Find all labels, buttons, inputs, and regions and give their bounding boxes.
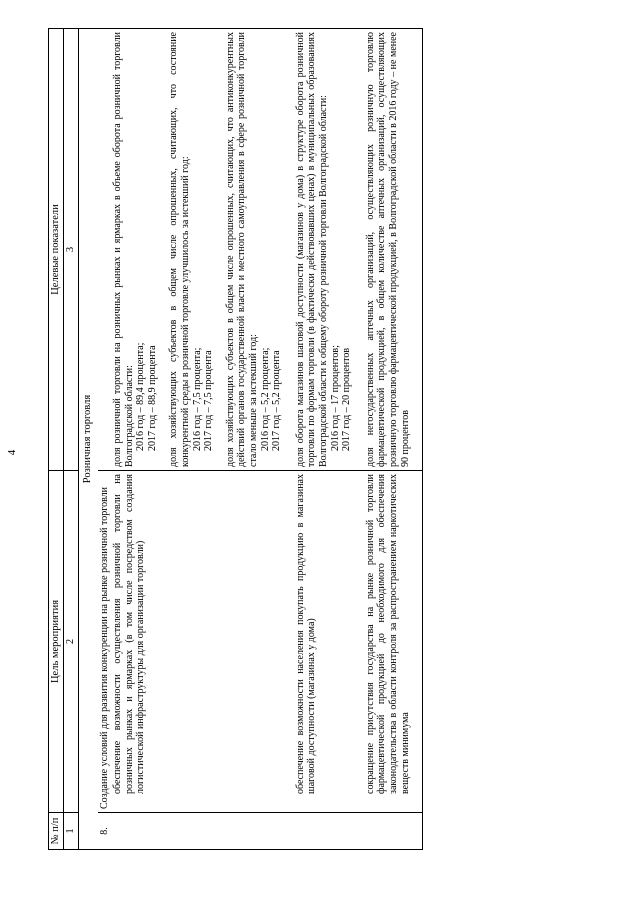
row-number: 8. <box>98 813 112 850</box>
row-number-empty <box>111 813 294 850</box>
indicator-value: 2017 год – 5,2 процента <box>271 350 283 451</box>
header-goal: Цель мероприятия <box>49 471 64 813</box>
indicator-value: 2016 год – 5,2 процента; <box>259 347 271 451</box>
indicator-value: 2017 год – 7,5 процента <box>203 350 215 451</box>
indicator-text: доля негосударственных аптечных организаций, осуществляющих розничную торговлю фармацевтической продукцией, в общем количестве аптечных организаций, осуществляющих розничную торговлю фармацевтической продукцией, в Волгоградской области в 2016 году – не менее 90 процентов <box>364 32 411 467</box>
column-number-2: 2 <box>64 471 79 813</box>
table-header-row <box>49 29 64 850</box>
item-goal: обеспечение возможности населения покупать продукцию в магазинах шаговой доступности (магазинах у дома) <box>294 471 364 813</box>
section-title: Розничная торговля <box>79 29 98 850</box>
item-indicators <box>364 29 423 471</box>
row-goal: Создание условий для развития конкуренции на рынке розничной торговли <box>98 471 112 813</box>
indicator-text: доля оборота магазинов шаговой доступности (магазинов у дома) в структуре оборота розничной торговли по формам торговли (в фактически действовавших ценах) в муниципальных образованиях Волгоградской области к общему обороту розничной торговли Волгоградской области: <box>294 32 330 467</box>
item-goal: обеспечение возможности осуществления розничной торговли на розничных рынках и ярмарках (в том числе посредством создания логистической инфраструктуры для организации торговли) <box>111 471 294 813</box>
header-number: № п/п <box>49 813 64 850</box>
item-goal: сокращение присутствия государства на рынке розничной торговли фармацевтической продукцией до необходимого для обеспечения законодательства в области контроля за распространением наркотических веществ минимума <box>364 471 423 813</box>
indicators-table <box>48 28 423 850</box>
indicator-value: 2017 год – 88,9 процента <box>146 345 158 451</box>
row-number-empty <box>294 813 364 850</box>
column-number-1: 1 <box>64 813 79 850</box>
table-row <box>98 29 112 850</box>
table-row <box>111 29 294 850</box>
indicator-value: 2016 год – 89,4 процента; <box>135 342 147 451</box>
table-column-numbers-row <box>64 29 79 850</box>
row-number-empty <box>364 813 423 850</box>
page-number: 4 <box>6 449 18 456</box>
item-indicators <box>294 29 364 471</box>
indicator-value: 2017 год – 20 процентов <box>341 347 353 451</box>
indicator-text: доля хозяйствующих субъектов в общем числе опрошенных, считающих, что антиконкурентных действий органов государственной власти и местного самоуправления в сфере розничной торговли стало меньше за истекший год: <box>224 32 260 467</box>
item-indicators <box>111 29 294 471</box>
indicator-value: 2016 год – 7,5 процента; <box>191 347 203 451</box>
header-indicators: Целевые показатели <box>49 29 64 471</box>
table-row <box>294 29 364 850</box>
indicator-text: доля розничной торговли на розничных рынках и ярмарках в объеме оборота розничной торговли Волгоградской области: <box>112 32 135 467</box>
row-goal-indicators <box>98 29 112 471</box>
table-row <box>364 29 423 850</box>
indicator-value: 2016 год – 17 процентов; <box>329 345 341 451</box>
column-number-3: 3 <box>64 29 79 471</box>
section-row <box>79 29 98 850</box>
indicator-text: доля хозяйствующих субъектов в общем числе опрошенных, считающих, что состояние конкурентной среды в розничной торговле улучшилось за истекший год: <box>168 32 192 467</box>
